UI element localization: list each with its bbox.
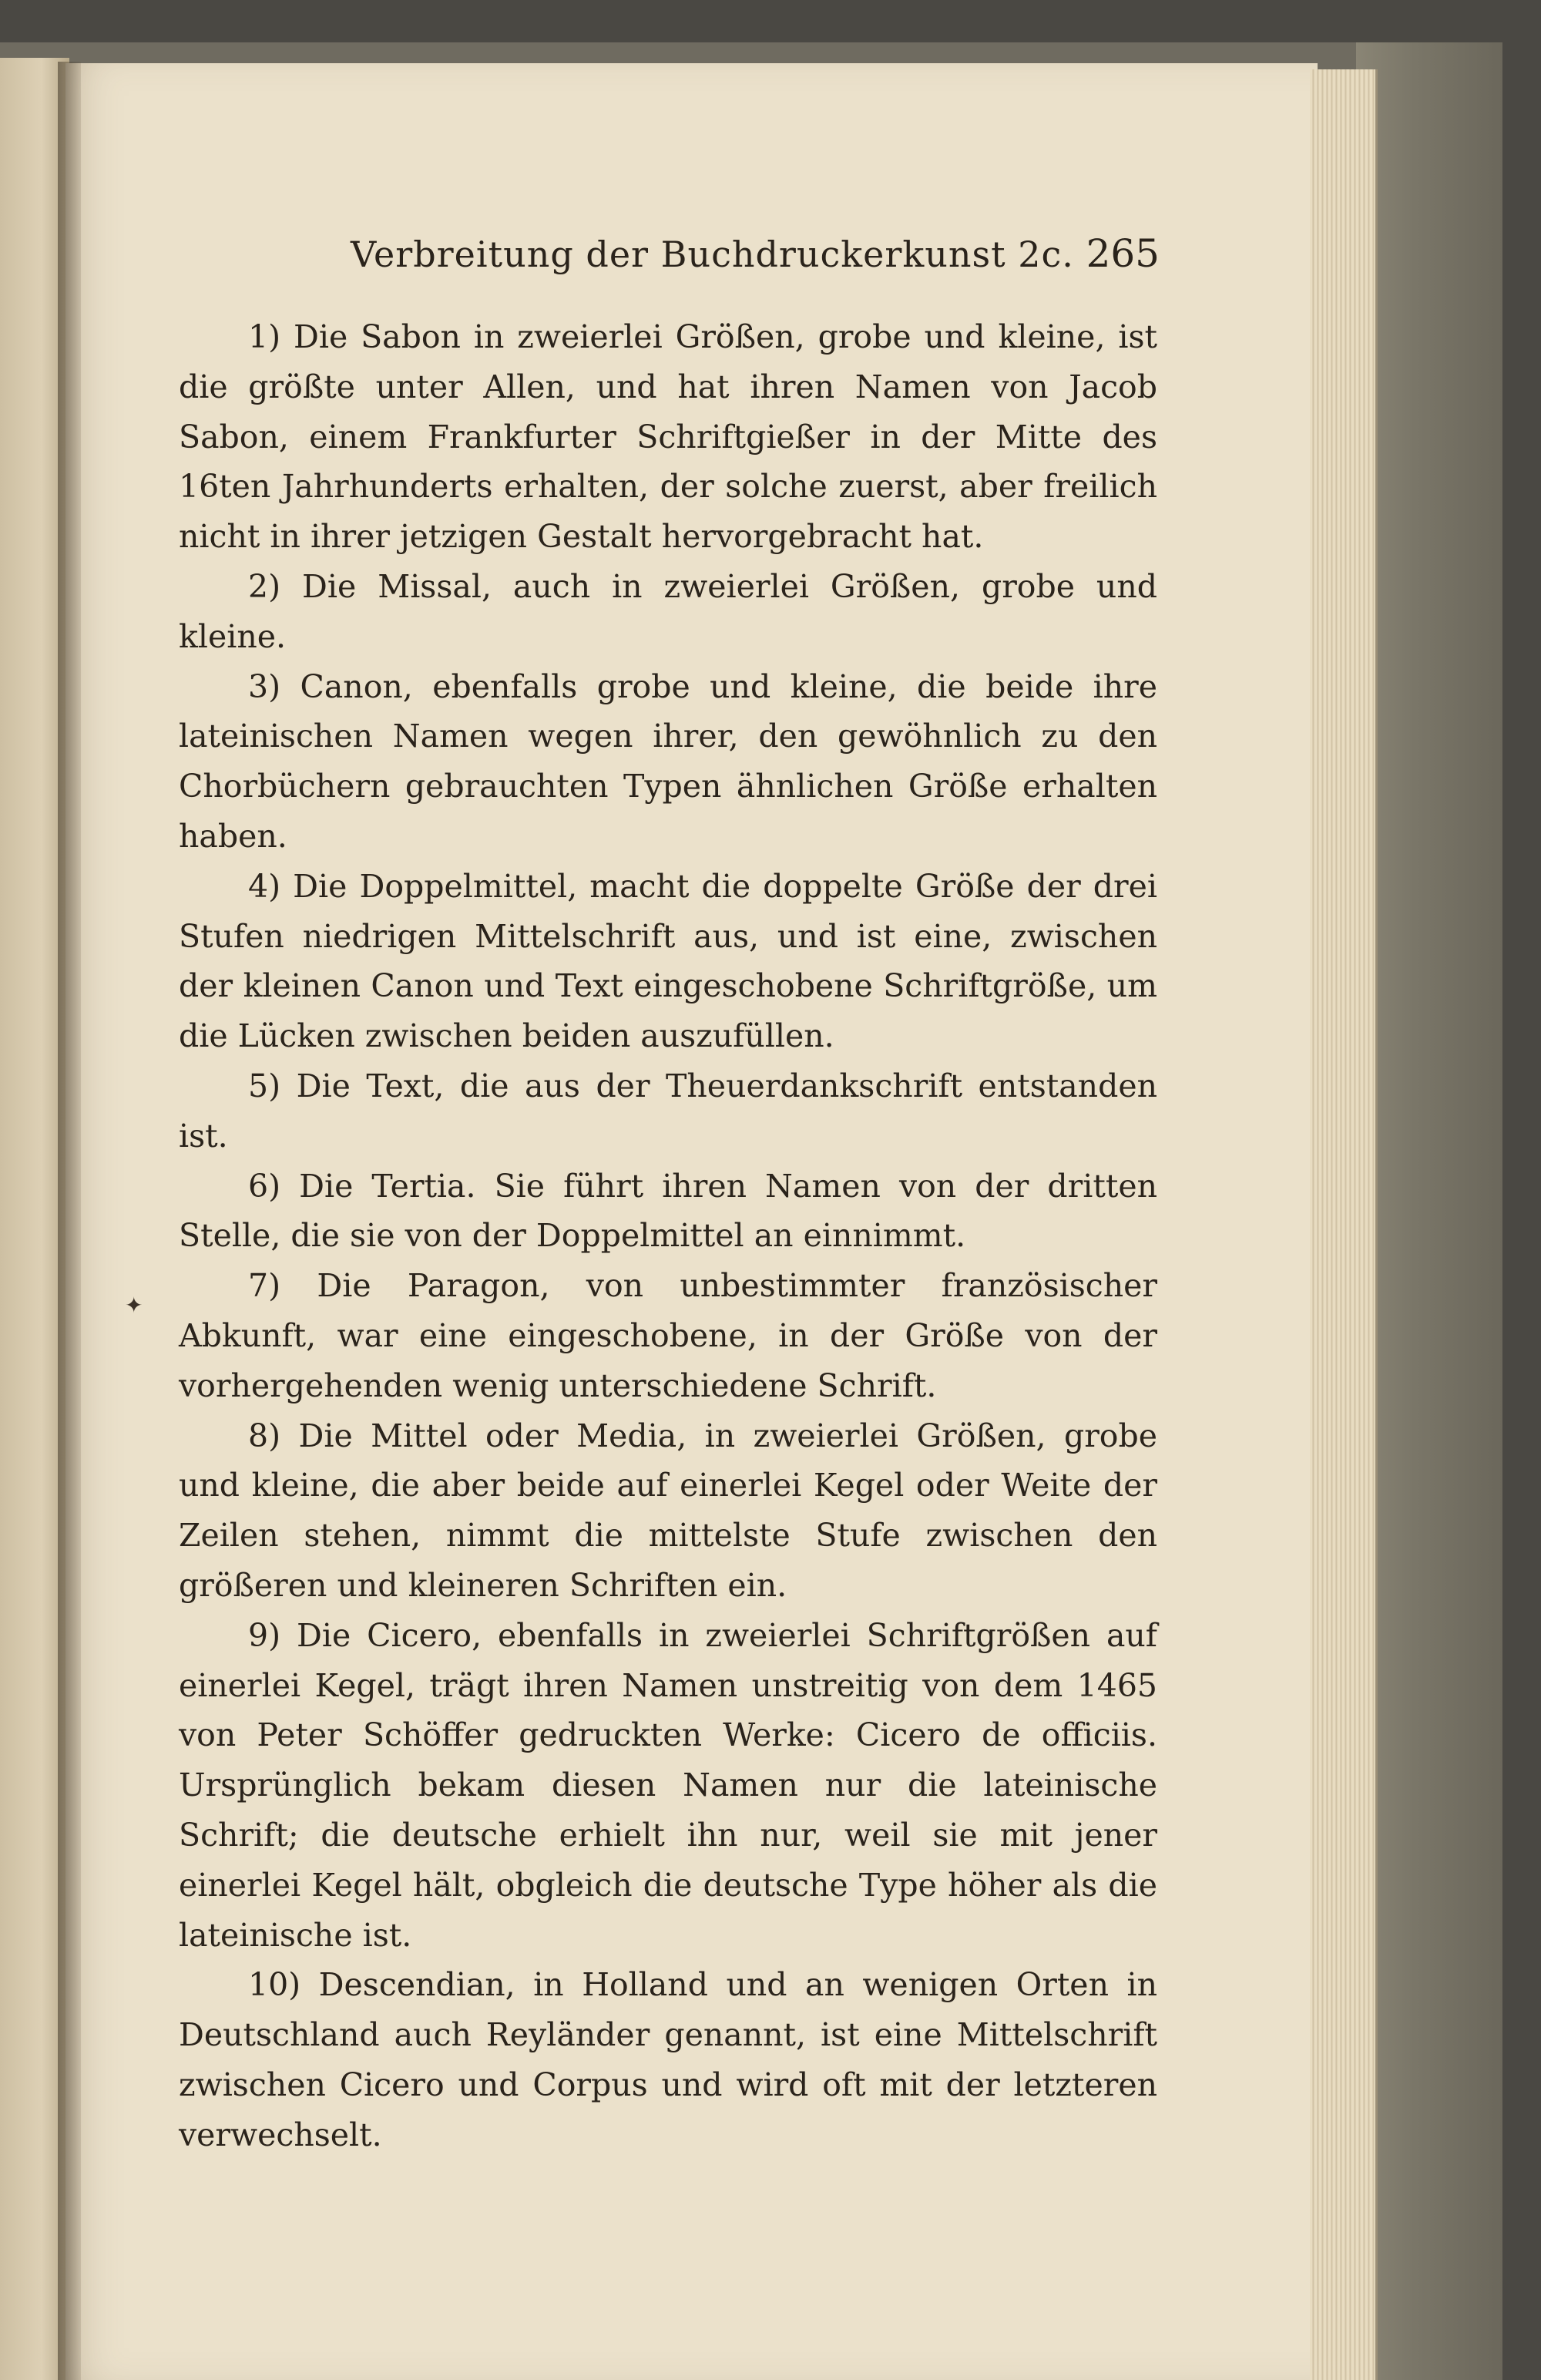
paragraph-1: 1) Die Sabon in zweierlei Größen, grobe und kleine, ist die größte unter Allen, und hat ihren Namen von Jacob Sabon, einem Frankfurter Schriftgießer in der Mitte des 16ten Jahrhunderts erhalten, der solche zuerst, aber freilich nicht in ihrer jetzigen Gestalt hervorgebracht hat. <box>179 318 1157 556</box>
paragraph-10: 10) Descendian, in Holland und an wenigen Orten in Deutschland auch Reyländer genannt, ist eine Mittelschrift zwischen Cicero und Corpus und wird oft mit der letzteren verwechselt. <box>179 1966 1157 2153</box>
paragraph-2: 2) Die Missal, auch in zweierlei Größen, grobe und kleine. <box>179 567 1157 655</box>
paragraph-8: 8) Die Mittel oder Media, in zweierlei Größen, grobe und kleine, die aber beide auf einerlei Kegel oder Weite der Zeilen stehen, nimmt die mittelste Stufe zwischen den größeren und kleineren Schriften ein. <box>179 1417 1157 1604</box>
paragraph-6: 6) Die Tertia. Sie führt ihren Namen von der dritten Stelle, die sie von der Doppelmittel an einnimmt. <box>179 1167 1157 1255</box>
book-cover-edge <box>1356 42 1502 2380</box>
paragraph-7: 7) Die Paragon, von unbestimmter französischer Abkunft, war eine eingeschobene, in der Größe von der vorhergehenden wenig unterschiedene Schrift. <box>179 1267 1157 1404</box>
paragraph-5: 5) Die Text, die aus der Theuerdankschrift entstanden ist. <box>179 1067 1157 1155</box>
paragraph-9: 9) Die Cicero, ebenfalls in zweierlei Schriftgrößen auf einerlei Kegel, trägt ihren Namen unstreitig von dem 1465 von Peter Schöffer gedruckten Werke: Cicero de officiis. Ursprünglich bekam diesen Namen nur die lateinische Schrift; die deutsche erhielt ihn nur, weil sie mit jener einerlei Kegel hält, obgleich die deutsche Type höher als die lateinische ist. <box>179 1616 1157 1954</box>
page-number: 265 <box>1086 231 1160 276</box>
margin-ornament: ✦ <box>125 1293 143 1318</box>
stacked-page-edges <box>1310 69 1378 2380</box>
paragraph-4: 4) Die Doppelmittel, macht die doppelte Größe der drei Stufen niedrigen Mittelschrift aus, und ist eine, zwischen der kleinen Canon und Text eingeschobene Schriftgröße, um die Lücken zwischen beiden auszufüllen. <box>179 867 1157 1055</box>
header-title: Verbreitung der Buchdruckerkunst 2c. <box>351 234 1074 275</box>
body-text <box>179 312 1157 2347</box>
paragraph-3: 3) Canon, ebenfalls grobe und kleine, die beide ihre lateinischen Namen wegen ihrer, den gewöhnlich zu den Chorbüchern gebrauchten Typen ähnlichen Größe erhalten haben. <box>179 667 1157 855</box>
running-header <box>351 231 1160 293</box>
page-gutter-shadow <box>58 62 81 2380</box>
